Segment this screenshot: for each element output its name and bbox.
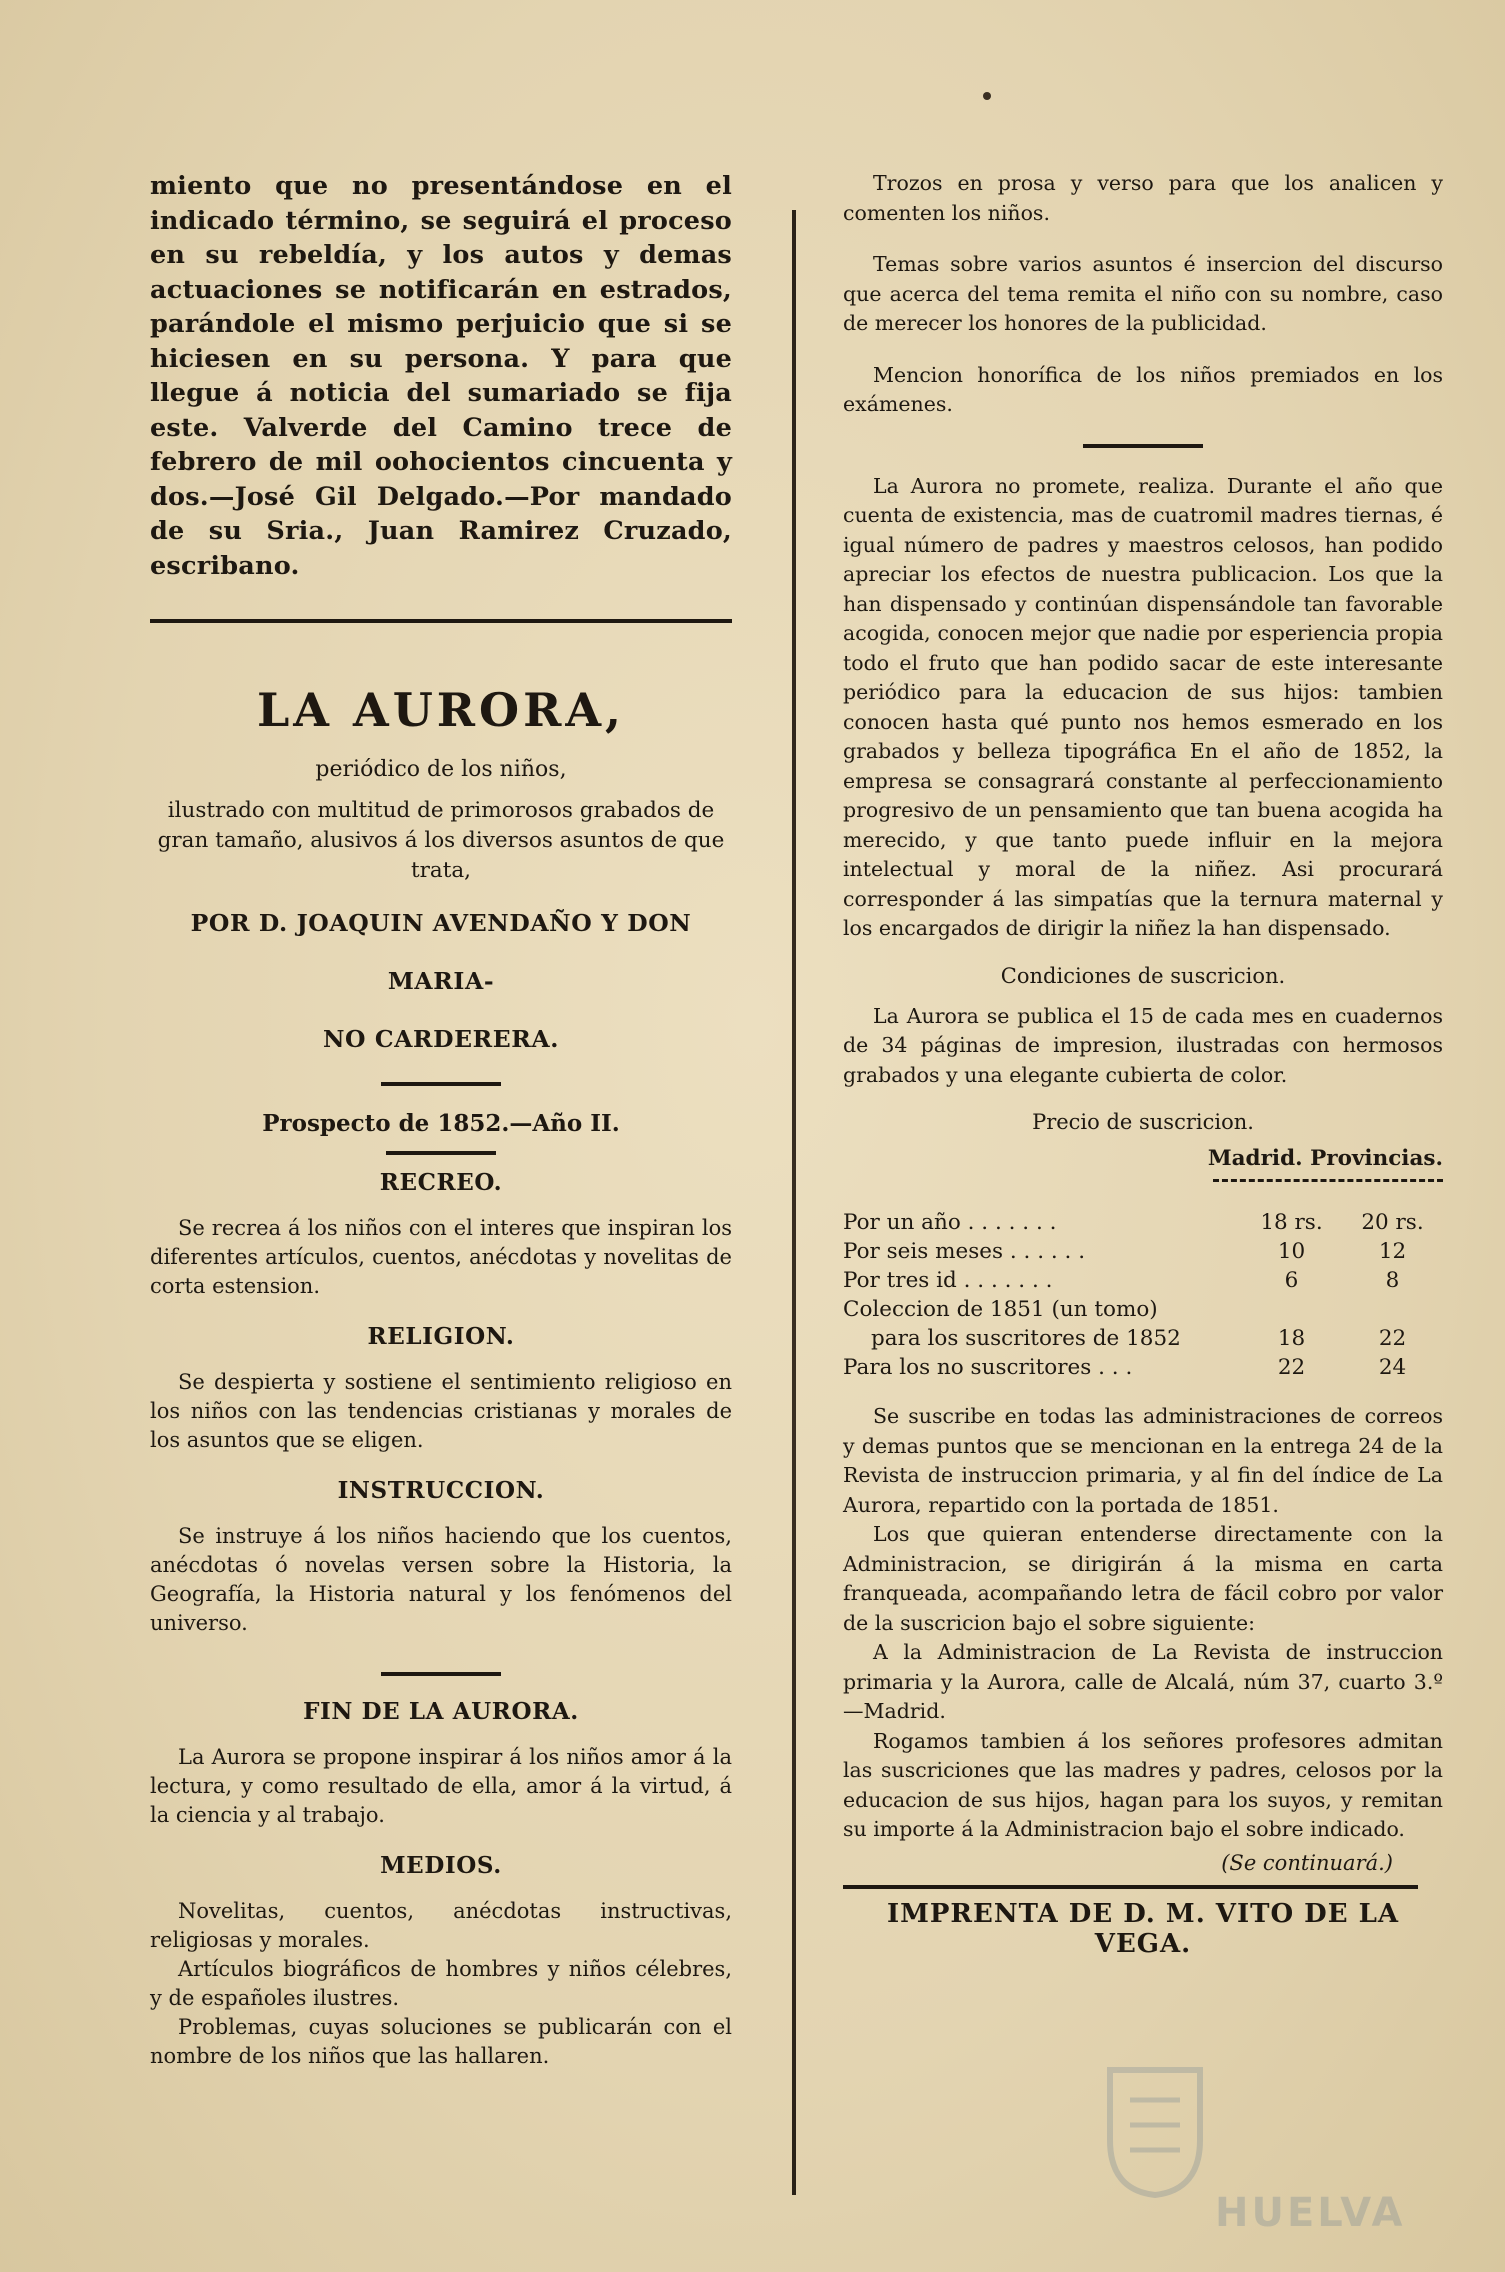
library-stamp [1100, 2030, 1430, 2240]
continuara: (Se continuará.) [1221, 1850, 1393, 1875]
suscribe-paragraph: Se suscribe en todas las administraciones de correos y demas puntos que se mencionan en la entrega 24 de la Revista de instruccion primaria, y al fin del índice de La Aurora, repartido con la portada de 1851. [843, 1404, 1443, 1517]
footer-rule [843, 1885, 1418, 1889]
admin-paragraph: Los que quieran entenderse directamente con la Administracion, se dirigirán á la misma en carta franqueada, acompañando letra de fácil cobro por valor de la suscricion bajo el sobre siguiente: [843, 1522, 1443, 1635]
medios-continued: Mencion honorífica de los niños premiados en los exámenes. [843, 362, 1443, 416]
aurora-description: ilustrado con multitud de primorosos grabados de gran tamaño, alusivos á los diversos asuntos de que trata, [157, 798, 725, 883]
price-table [843, 1208, 1443, 1382]
price-label: Coleccion de 1851 (un tomo) [843, 1297, 1158, 1322]
column-divider [792, 210, 796, 2195]
price-provincias: 24 [1378, 1355, 1407, 1380]
fin-heading: FIN DE LA AURORA. [303, 1698, 579, 1725]
price-label: Por seis meses . . . . . . [843, 1239, 1086, 1264]
short-rule [381, 1672, 501, 1676]
price-label: para los suscritores de 1852 [871, 1326, 1181, 1351]
medios-continued: Temas sobre varios asuntos é insercion del discurso que acerca del tema remita el niño con su nombre, caso de merecer los honores de la publicidad. [843, 252, 1443, 335]
instruccion-heading: INSTRUCCION. [337, 1477, 545, 1504]
imprenta-line: IMPRENTA DE D. M. VITO DE LA VEGA. [886, 1898, 1400, 1959]
recreo-heading: RECREO. [379, 1169, 503, 1196]
authors-line-1: POR D. JOAQUIN AVENDAÑO Y DON MARIA- [190, 909, 692, 995]
price-madrid: 10 [1277, 1239, 1306, 1264]
recreo-text: Se recrea á los niños con el interes que inspiran los diferentes artículos, cuentos, anécdotas y novelitas de corta estension. [150, 1216, 732, 1298]
price-madrid [1241, 1295, 1342, 1324]
price-madrid: 22 [1277, 1355, 1306, 1380]
right-column [843, 165, 1443, 1959]
col-provincias: Provincias. [1310, 1146, 1443, 1171]
condiciones-heading: Condiciones de suscricion. [1000, 963, 1286, 988]
price-row [843, 1208, 1443, 1237]
price-label: Por un año . . . . . . . [843, 1210, 1057, 1235]
coat-of-arms-icon [1100, 2050, 1210, 2200]
medios-item: Novelitas, cuentos, anécdotas instructivas, religiosas y morales. [150, 1899, 732, 1952]
religion-heading: RELIGION. [367, 1323, 515, 1350]
medios-heading: MEDIOS. [380, 1852, 502, 1879]
medios-continued: Trozos en prosa y verso para que los analicen y comenten los niños. [843, 171, 1443, 225]
price-columns-header [843, 1146, 1443, 1171]
medios-item: Artículos biográficos de hombres y niños célebres, y de españoles ilustres. [150, 1957, 732, 2010]
medios-item: Problemas, cuyas soluciones se publicarán con el nombre de los niños que las hallaren. [150, 2015, 732, 2068]
price-row [843, 1237, 1443, 1266]
edict-ending: miento que no presentándose en el indicado término, se seguirá el proceso en su rebeldía, y los autos y demas actuaciones se notificarán en estrados, parándole el mismo perjuicio que si se hiciesen en su persona. Y para que llegue á noticia del sumariado se fija este. Valverde del Camino trece de febrero de mil oohocientos cincuenta y dos.—José Gil Delgado.—Por mandado de su Sria., Juan Ramirez Cruzado, escribano. [150, 171, 732, 581]
aurora-subtitle: periódico de los niños, [315, 757, 567, 782]
condiciones-text: La Aurora se publica el 15 de cada mes en cuadernos de 34 páginas de impresion, ilustradas con hermosos grabados y una elegante cubierta de color. [843, 1003, 1443, 1087]
aurora-title: LA AURORA, [256, 683, 626, 737]
price-provincias [1342, 1295, 1443, 1324]
price-provincias: 8 [1385, 1268, 1400, 1293]
short-rule [386, 1151, 496, 1155]
price-label: Por tres id . . . . . . . [843, 1268, 1053, 1293]
left-column [150, 165, 732, 2071]
price-provincias: 22 [1378, 1326, 1407, 1351]
price-header-rule [1213, 1179, 1443, 1182]
address-paragraph: A la Administracion de La Revista de instruccion primaria y la Aurora, calle de Alcalá, núm 37, cuarto 3.º—Madrid. [843, 1640, 1443, 1723]
price-row [843, 1353, 1443, 1382]
price-madrid: 18 rs. [1260, 1210, 1323, 1235]
price-row [843, 1295, 1443, 1324]
authors-line-2: NO CARDERERA. [322, 1025, 560, 1053]
price-madrid: 6 [1284, 1268, 1299, 1293]
price-madrid: 18 [1277, 1326, 1306, 1351]
promise-paragraph: La Aurora no promete, realiza. Durante el año que cuenta de existencia, mas de cuatromil madres tiernas, é igual número de padres y maestros celosos, han podido apreciar los efectos de nuestra publicacion. Los que la han dispensado y continúan dispensándole tan favorable acogida, conocen mejor que nadie por esperiencia propia todo el fruto que han podido sacar de este interesante periódico para la educacion de sus hijos: tambien conocen hasta qué punto nos hemos esmerado en los grabados y belleza tipográfica En el año de 1852, la empresa se consagrará constante al perfeccionamiento progresivo de un pensamiento que tan buena acogida ha merecido, y que tanto puede influir en la mejora intelectual y moral de la niñez. Asi procurará corresponder á las simpatías que la ternura maternal y los encargados de dirigir la niñez la han dispensado. [843, 473, 1443, 940]
stamp-text: HUELVA [1215, 2190, 1406, 2236]
price-label: Para los no suscritores . . . [843, 1355, 1133, 1380]
price-row [843, 1324, 1443, 1353]
religion-text: Se despierta y sostiene el sentimiento religioso en los niños con las tendencias cristianas y morales de los asuntos que se eligen. [150, 1370, 732, 1452]
short-rule [1083, 444, 1203, 448]
price-row [843, 1266, 1443, 1295]
section-rule [150, 619, 732, 623]
price-provincias: 20 rs. [1361, 1210, 1424, 1235]
profesores-paragraph: Rogamos tambien á los señores profesores admitan las suscriciones que las madres y padres, celosos por la educacion de sus hijos, hagan para los suyos, y remitan su importe á la Administracion bajo el sobre indicado. [843, 1728, 1443, 1841]
precio-heading: Precio de suscricion. [1032, 1110, 1254, 1134]
instruccion-text: Se instruye á los niños haciendo que los cuentos, anécdotas ó novelas versen sobre la Historia, la Geografía, la Historia natural y los fenómenos del universo. [150, 1524, 732, 1635]
ink-dot [983, 92, 991, 100]
fin-text: La Aurora se propone inspirar á los niños amor á la lectura, y como resultado de ella, amor á la virtud, á la ciencia y al trabajo. [150, 1745, 732, 1827]
short-rule [381, 1082, 501, 1086]
prospecto-heading: Prospecto de 1852.—Año II. [262, 1110, 620, 1137]
price-provincias: 12 [1378, 1239, 1407, 1264]
col-madrid: Madrid. [1207, 1146, 1303, 1171]
